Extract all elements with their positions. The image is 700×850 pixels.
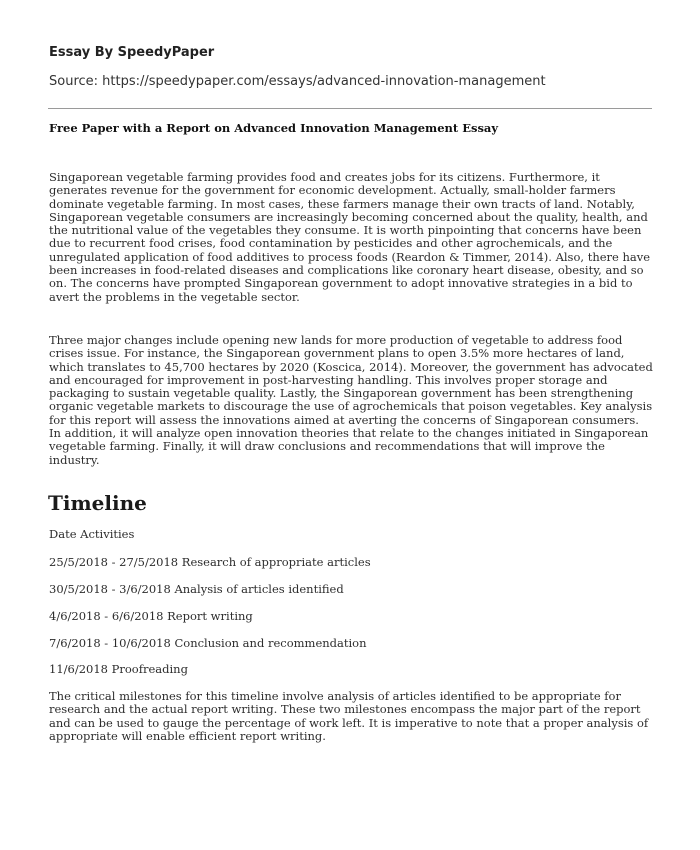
timeline-item: 4/6/2018 - 6/6/2018 Report writing [49,609,253,623]
timeline-columns: Date Activities [49,527,135,541]
paragraph-intro: Singaporean vegetable farming provides food and creates jobs for its citizens. Furthermore, it generates revenue for the government for economic development. Actually, small-holder farmers dominate vegetable farming. In most cases, these farmers manage their own tracts of land. Notably, Singaporean vegetable consumers are increasingly becoming concerned about the quality, health, and the nutritional value of the vegetables they consume. It is worth pinpointing that concerns have been due to recurrent food crises, food contamination by pesticides and other agrochemicals, and the unregulated application of food additives to process foods (Reardon & Timmer, 2014). Also, there have been increases in food-related diseases and complications like coronary heart disease, obesity, and so on. The concerns have prompted Singaporean government to adopt innovative strategies in a bid to avert the problems in the vegetable sector. [49,170,651,304]
source-url: Source: https://speedypaper.com/essays/advanced-innovation-management [49,74,546,89]
timeline-item: 11/6/2018 Proofreading [49,662,188,676]
paragraph-changes: Three major changes include opening new lands for more production of vegetable to address food crises issue. For instance, the Singaporean government plans to open 3.5% more hectares of land, which translates to 45,700 hectares by 2020 (Koscica, 2014). Moreover, the government has advocated and encouraged for improvement in post-harvesting handling. This involves proper storage and packaging to sustain vegetable quality. Lastly, the Singaporean government has been strengthening organic vegetable markets to discourage the use of agrochemicals that poison vegetables. Key analysis for this report will assess the innovations aimed at averting the concerns of Singaporean consumers. In addition, it will analyze open innovation theories that relate to the changes initiated in Singaporean vegetable farming. Finally, it will draw conclusions and recommendations that will improve the industry. [49,333,653,467]
timeline-item: 25/5/2018 - 27/5/2018 Research of appropriate articles [49,555,371,569]
header-divider [48,108,652,109]
timeline-item: 7/6/2018 - 10/6/2018 Conclusion and recommendation [49,636,367,650]
timeline-heading: Timeline [48,491,147,515]
paragraph-milestones: The critical milestones for this timeline involve analysis of articles identified to be appropriate for research and the actual report writing. These two milestones encompass the major part of the report and can be used to gauge the percentage of work left. It is imperative to note that a proper analysis of appropriate will enable efficient report writing. [49,689,649,743]
brand-label: Essay By SpeedyPaper [49,45,215,60]
timeline-item: 30/5/2018 - 3/6/2018 Analysis of articles identified [49,582,344,596]
document-title: Free Paper with a Report on Advanced Innovation Management Essay [49,121,499,135]
